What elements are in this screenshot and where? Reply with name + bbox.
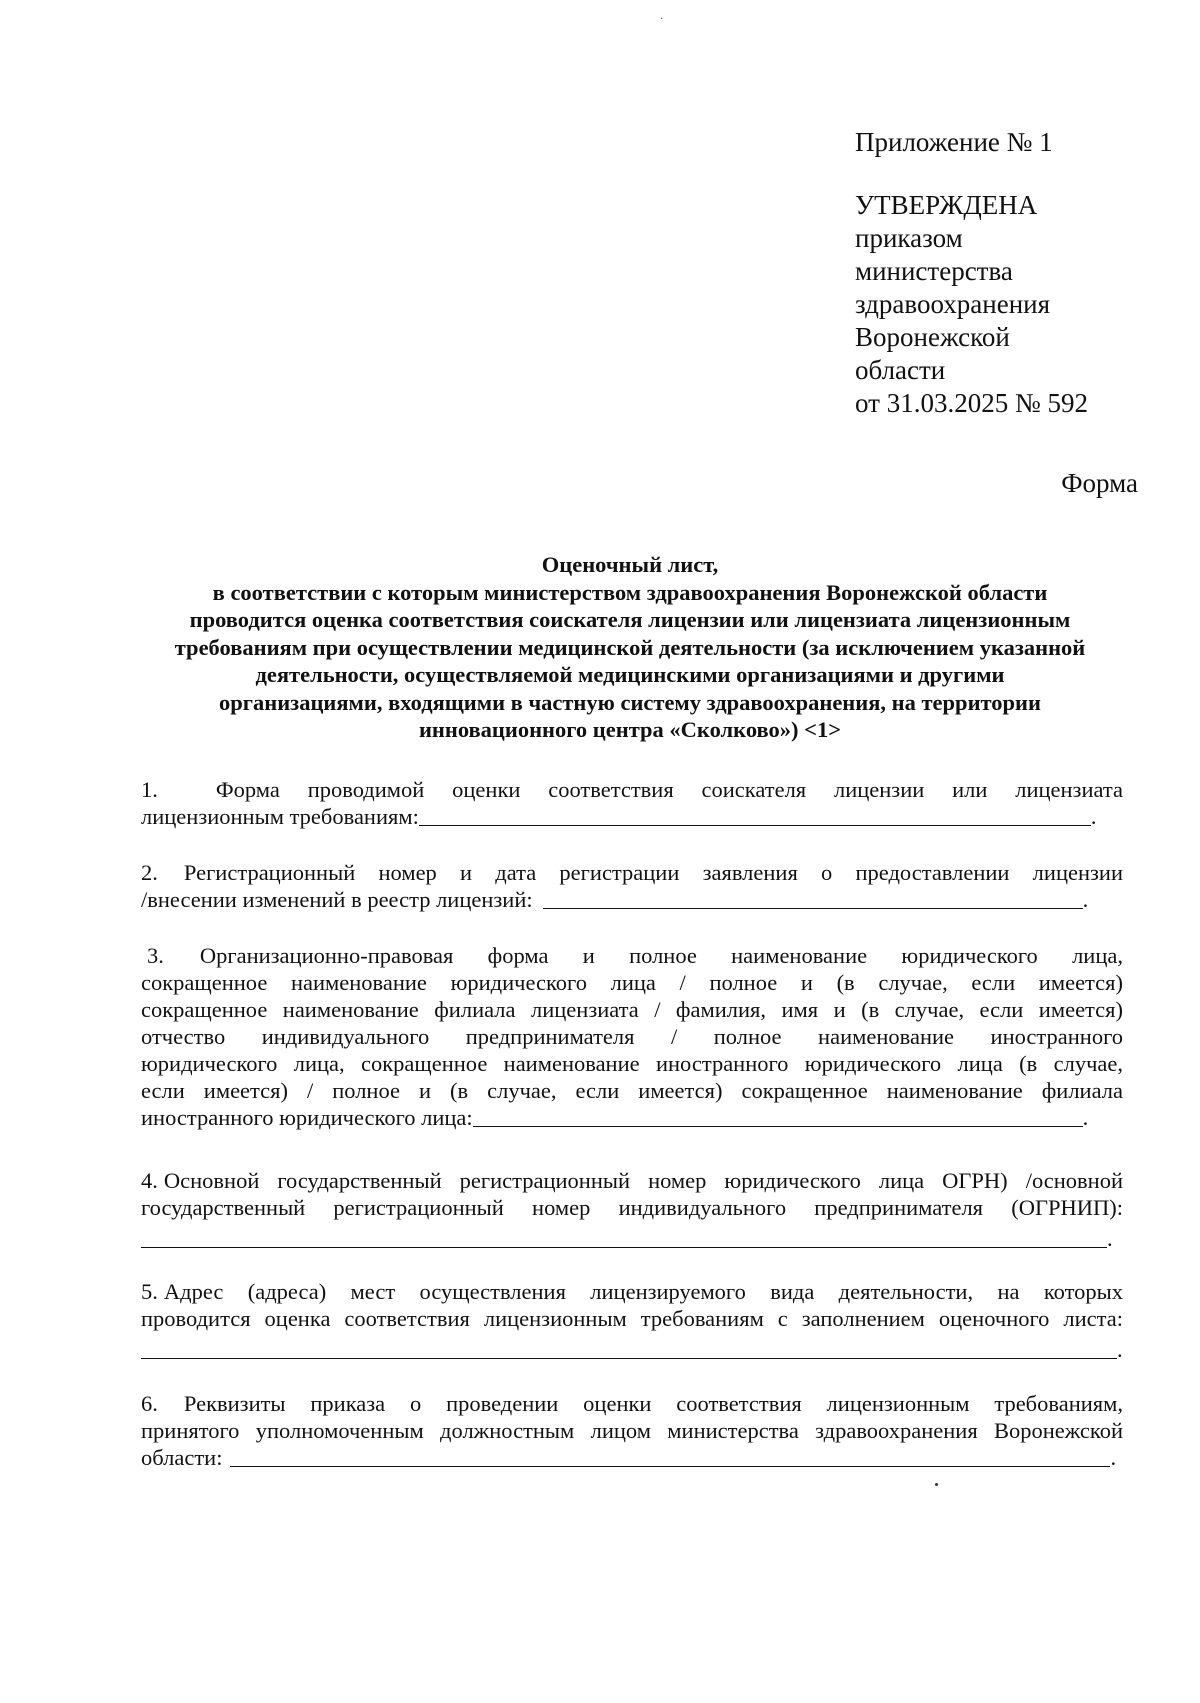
item-text: Основной государственный регистрационный номер юридического лица ОГРН) /основной [163,1168,1123,1193]
form-item-4 [141,1167,1123,1252]
approval-block [855,126,1155,420]
form-item-6 [141,1390,1123,1471]
item-text: Регистрационный номер и дата регистрации заявления о предоставлении лицензии [183,860,1123,885]
document-title [135,551,1125,744]
item-text: Адрес (адреса) мест осуществления лицензируемого вида деятельности, на которых [163,1279,1123,1304]
item-text: Форма проводимой оценки соответствия соискателя лицензии или лицензиата [215,777,1123,802]
item-text-last: иностранного юридического лица: [141,1105,473,1130]
form-item-1 [141,776,1123,830]
item-text: проводится оценка соответствия лицензионным требованиям с заполнением оценочного листа: [141,1306,1123,1331]
approved-stamp: УТВЕРЖДЕНА [855,190,1038,220]
title-line: требованиям при осуществлении медицинской деятельности (за исключением указанной [174,634,1086,660]
item-text: государственный регистрационный номер индивидуального предпринимателя (ОГРНИП): [141,1195,1123,1220]
item-text-last: области: [141,1445,223,1470]
end-dot: . [1110,1445,1117,1470]
fill-in-line[interactable] [419,803,1091,826]
form-item-2 [141,859,1123,913]
fill-in-line[interactable] [141,1336,1117,1359]
approval-line: Воронежской [855,322,1010,352]
title-line: Оценочный лист, [541,552,719,577]
item-number: 6. [141,1391,158,1416]
approval-line: министерства [855,256,1013,286]
item-number: 4. [141,1168,158,1193]
item-number: 1. [141,777,158,802]
item-number: 5. [141,1279,158,1304]
item-text: Организационно-правовая форма и полное наименование юридического лица, [199,943,1123,968]
fill-in-line[interactable] [230,1444,1110,1467]
annex-number: Приложение № 1 [855,127,1053,157]
approval-order-date: от 31.03.2025 № 592 [855,388,1088,418]
item-text-last: /внесении изменений в реестр лицензий: [141,887,533,912]
item-text: юридического лица, сокращенное наименование иностранного юридического лица (в случае, [141,1051,1123,1076]
item-text: Реквизиты приказа о проведении оценки соответствия лицензионным требованиям, [183,1391,1123,1416]
approval-line: области [855,355,946,385]
title-line: инновационного центра «Сколково») <1> [418,717,842,742]
item-text: сокращенное наименование филиала лицензиата / фамилия, имя и (в случае, если имеется) [141,997,1123,1022]
item-number: 3. [147,943,164,968]
title-line: деятельности, осуществляемой медицинскими организациями и другими [255,662,1005,687]
end-dot: . [1117,1337,1123,1362]
fill-in-line[interactable] [543,886,1083,909]
end-dot: . [1107,1226,1113,1251]
scan-speck: · [660,14,664,25]
form-item-5 [141,1278,1123,1363]
fill-in-line[interactable] [473,1104,1083,1127]
scan-speck [935,1483,938,1486]
end-dot: . [1082,1105,1089,1130]
form-label: Форма [1061,468,1138,498]
item-text: отчество индивидуального предпринимателя / полное наименование иностранного [141,1024,1123,1049]
item-text: принятого уполномоченным должностным лицом министерства здравоохранения Воронежской [141,1418,1123,1443]
item-text: если имеется) / полное и (в случае, если имеется) сокращенное наименование филиала [141,1078,1123,1103]
end-dot: . [1082,887,1089,912]
form-item-3 [141,942,1123,1131]
fill-in-line[interactable] [141,1225,1107,1248]
approval-line: здравоохранения [855,289,1051,319]
item-text-last: лицензионным требованиям: [141,804,419,829]
title-line: организациями, входящими в частную систему здравоохранения, на территории [219,689,1041,715]
end-dot: . [1090,804,1097,829]
approval-line: приказом [855,223,963,253]
item-number: 2. [141,860,158,885]
title-line: в соответствии с которым министерством здравоохранения Воронежской области [212,579,1048,605]
item-text: сокращенное наименование юридического лица / полное и (в случае, если имеется) [141,970,1123,995]
title-line: проводится оценка соответствия соискателя лицензии или лицензиата лицензионным [189,607,1071,632]
